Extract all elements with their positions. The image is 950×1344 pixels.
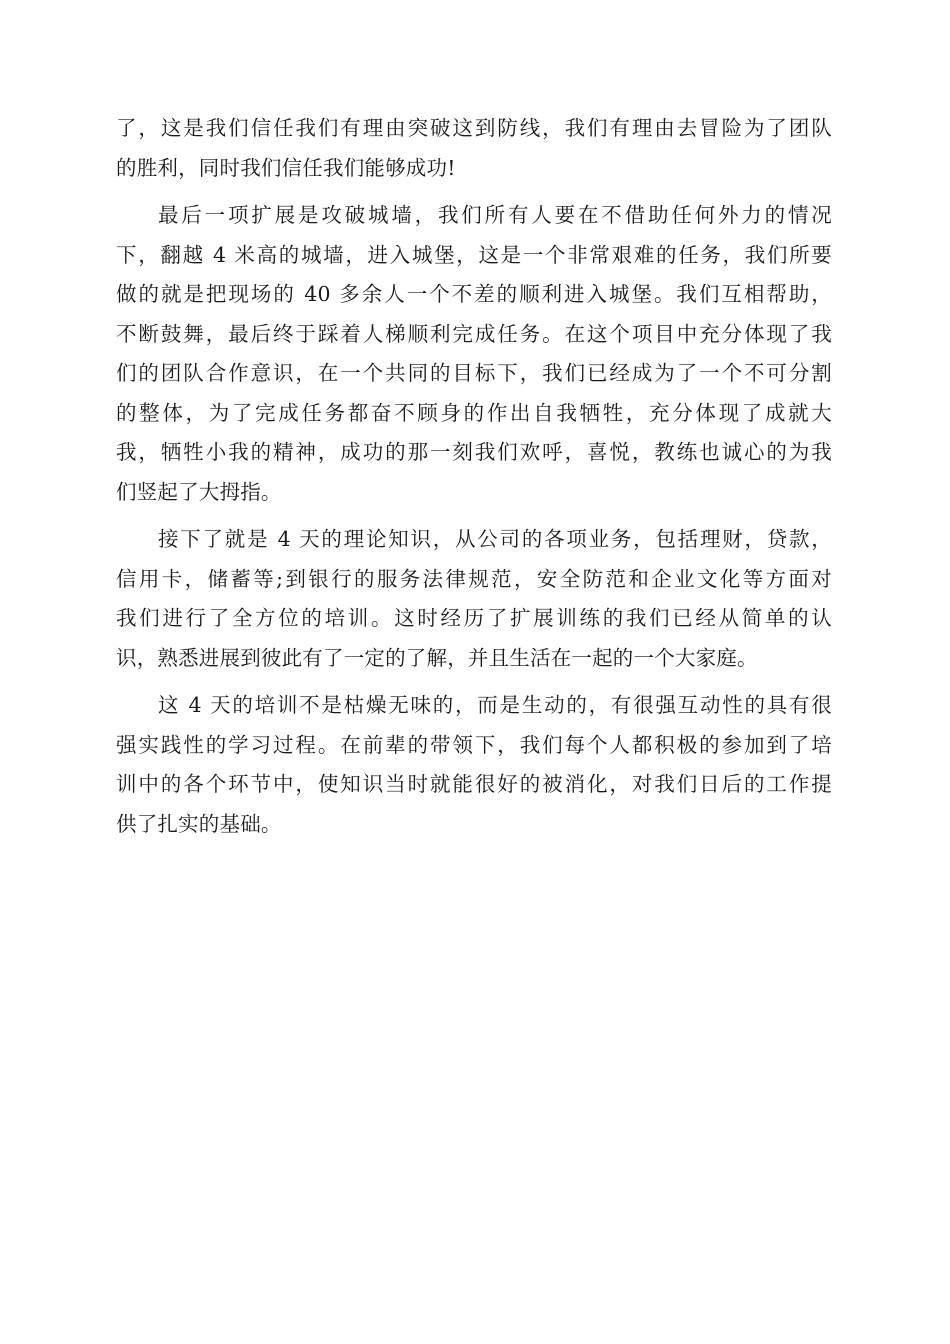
paragraph	[116, 520, 832, 678]
text-line: 们的团队合作意识，在一个共同的目标下，我们已经成为了一个不可分割	[116, 361, 832, 385]
paragraph	[116, 196, 832, 512]
text-line: 不断鼓舞，最后终于踩着人梯顺利完成任务。在这个项目中充分体现了我	[116, 321, 832, 346]
text-line: 最后一项扩展是攻破城墙，我们所有人要在不借助任何外力的情况	[158, 203, 832, 227]
text-line: 识，熟悉进展到彼此有了一定的了解，并且生活在一起的一个大家庭。	[116, 645, 758, 670]
paragraph	[116, 686, 832, 844]
text-line: 接下了就是 4 天的理论知识，从公司的各项业务，包括理财，贷款，	[158, 527, 832, 551]
text-line: 的整体，为了完成任务都奋不顾身的作出自我牺牲，充分体现了成就大	[116, 400, 832, 425]
text-line: 下，翻越 4 米高的城墙，进入城堡，这是一个非常艰难的任务，我们所要	[116, 242, 832, 267]
text-line: 了，这是我们信任我们有理由突破这到防线，我们有理由去冒险为了团队	[116, 116, 832, 140]
text-line: 供了扎实的基础。	[116, 811, 282, 836]
text-line: 们竖起了大拇指。	[116, 479, 282, 504]
text-line: 的胜利，同时我们信任我们能够成功!	[116, 155, 456, 180]
document-body	[116, 109, 832, 852]
text-line: 强实践性的学习过程。在前辈的带领下，我们每个人都积极的参加到了培	[116, 732, 832, 757]
paragraph	[116, 109, 832, 188]
text-line: 我们进行了全方位的培训。这时经历了扩展训练的我们已经从简单的认	[116, 606, 832, 630]
text-line: 这 4 天的培训不是枯燥无味的，而是生动的，有很强互动性的具有很	[158, 693, 832, 717]
text-line: 训中的各个环节中，使知识当时就能很好的被消化，对我们日后的工作提	[116, 772, 832, 796]
text-line: 信用卡，储蓄等;到银行的服务法律规范，安全防范和企业文化等方面对	[116, 566, 832, 591]
text-line: 我，牺牲小我的精神，成功的那一刻我们欢呼，喜悦，教练也诚心的为我	[116, 440, 832, 464]
text-line: 做的就是把现场的 40 多余人一个不差的顺利进入城堡。我们互相帮助，	[116, 282, 832, 306]
